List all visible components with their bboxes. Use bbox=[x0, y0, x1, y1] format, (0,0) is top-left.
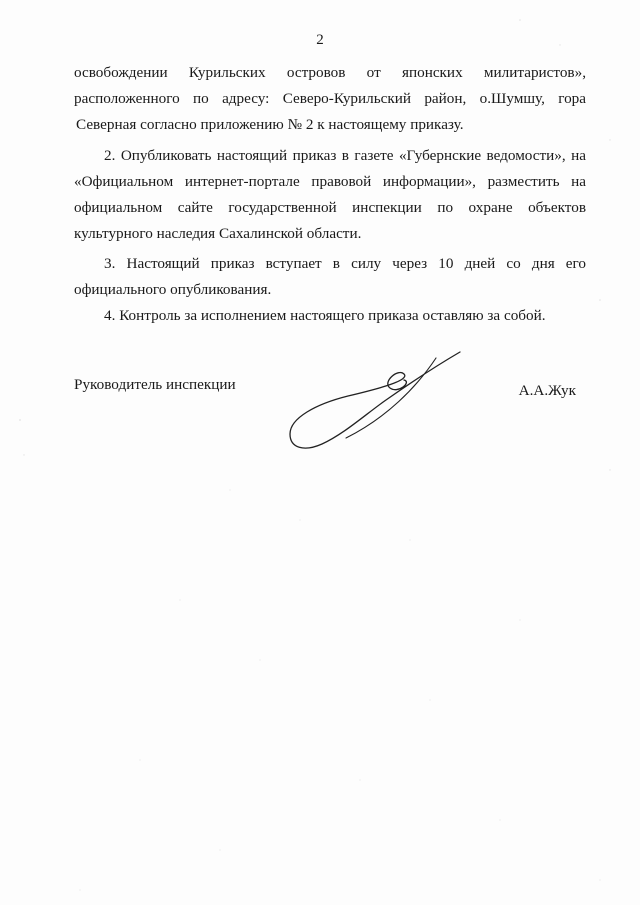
paragraph-1 bbox=[74, 60, 586, 138]
text-line: 3. Настоящий приказ вступает в силу через 10 дней со дня его bbox=[104, 255, 586, 272]
paragraph-2 bbox=[74, 143, 586, 247]
text-line: 2. Опубликовать настоящий приказ в газете «Губернские ведомости», на bbox=[104, 147, 586, 164]
text-line: культурного наследия Сахалинской области. bbox=[74, 225, 362, 242]
text-line: освобождении Курильских островов от японских милитаристов», bbox=[74, 64, 586, 81]
signer-name: А.А.Жук bbox=[518, 382, 576, 399]
text-line: официальном сайте государственной инспекции по охране объектов bbox=[74, 199, 586, 216]
handwritten-signature bbox=[286, 348, 466, 458]
text-line: 4. Контроль за исполнением настоящего приказа оставляю за собой. bbox=[104, 307, 546, 324]
text-line: «Официальном интернет-портале правовой информации», разместить на bbox=[74, 173, 586, 190]
signer-position: Руководитель инспекции bbox=[74, 376, 236, 393]
signature-block bbox=[74, 368, 586, 478]
paragraph-3 bbox=[74, 251, 586, 303]
text-line: официального опубликования. bbox=[74, 281, 272, 298]
text-line: Северная согласно приложению № 2 к настоящему приказу. bbox=[76, 116, 464, 133]
page-number: 2 bbox=[316, 32, 324, 48]
paragraph-4 bbox=[74, 303, 586, 329]
text-line: расположенного по адресу: Северо-Курильский район, о.Шумшу, гора bbox=[74, 90, 586, 107]
